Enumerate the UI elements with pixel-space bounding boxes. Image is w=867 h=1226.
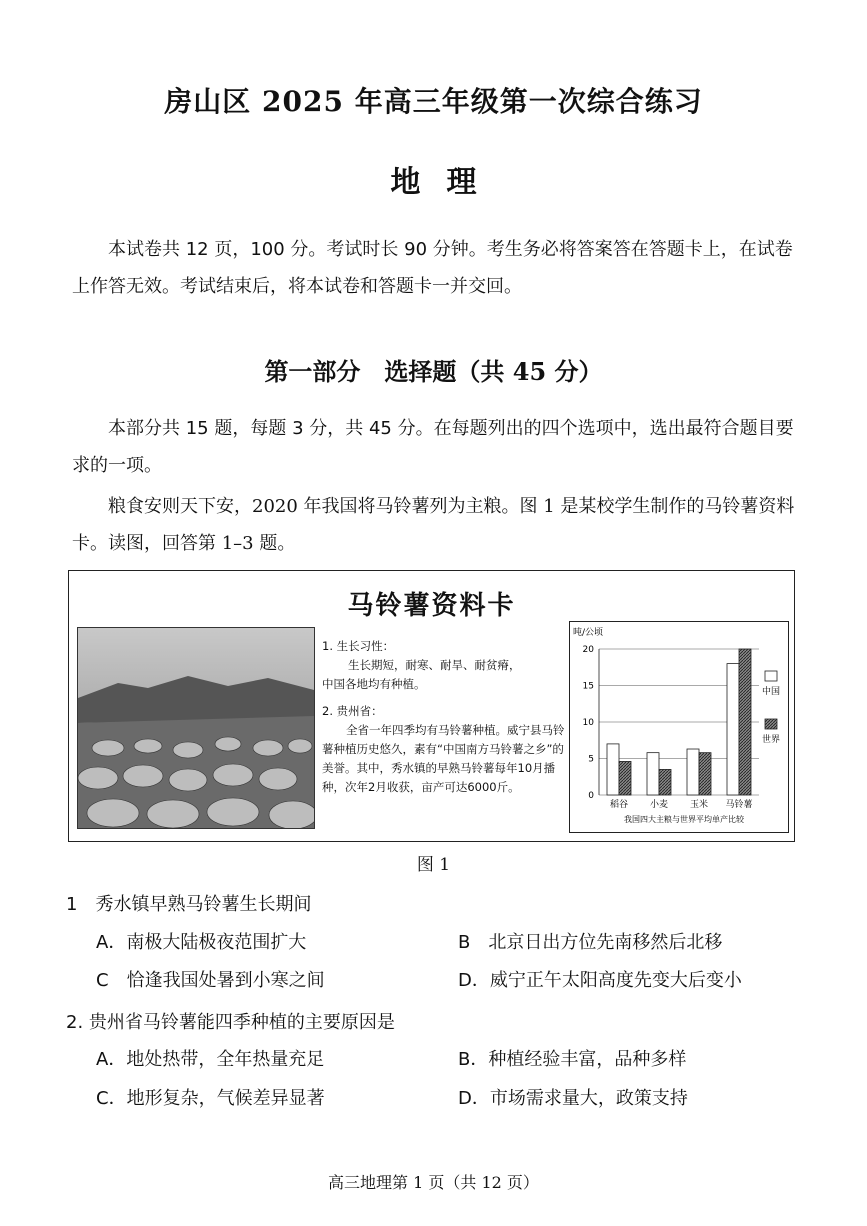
card-title: 马铃薯资料卡	[347, 591, 516, 621]
question-2-stem: 2. 贵州省马铃薯能四季种植的主要原因是	[66, 1012, 395, 1033]
subject-title: 地理	[390, 165, 503, 200]
exam-title: 房山区 2025 年高三年级第一次综合练习	[164, 85, 703, 118]
bar-世界-稻谷	[619, 761, 631, 795]
info-text-1b: 中国各地均有种植。	[322, 677, 426, 691]
legend-label-中国: 中国	[761, 687, 781, 697]
y-axis-label: 吨/公顷	[573, 628, 604, 638]
chart-frame	[570, 622, 789, 833]
bar-世界-小麦	[659, 769, 671, 795]
bar-世界-马铃薯	[739, 649, 751, 795]
y-tick-label: 10	[582, 718, 594, 728]
bar-中国-玉米	[687, 749, 699, 795]
potato-info-card	[68, 570, 795, 842]
x-tick-label: 马铃薯	[725, 800, 753, 810]
y-tick-label: 0	[588, 791, 594, 801]
x-tick-label: 玉米	[689, 800, 709, 810]
y-tick-label: 5	[588, 754, 594, 765]
x-tick-label: 稻谷	[609, 800, 629, 810]
legend-swatch-中国	[765, 671, 777, 681]
question-1-option-d[interactable]: D．威宁正午太阳高度先变大后变小	[458, 970, 742, 991]
question-2-option-c[interactable]: C．地形复杂，气候差异显著	[96, 1088, 325, 1109]
info-heading-1: 1. 生长习性：	[322, 639, 395, 653]
yield-comparison-chart	[569, 621, 789, 833]
info-text-1: 生长期短，耐寒、耐旱、耐贫瘠，	[348, 658, 521, 672]
legend-swatch-世界	[765, 719, 777, 729]
question-1-stem: 1 秀水镇早熟马铃薯生长期间	[66, 894, 312, 915]
potato-field-photo	[77, 627, 315, 829]
question-1-option-b[interactable]: B 北京日出方位先南移然后北移	[458, 932, 723, 953]
exam-instructions: 本试卷共 12 页，100 分。考试时长 90 分钟。考生务必将答案答在答题卡上，在试卷上作答无效。考试结束后，将本试卷和答题卡一并交回。	[72, 239, 793, 297]
bar-世界-玉米	[699, 753, 711, 795]
section-description: 本部分共 15 题，每题 3 分，共 45 分。在每题列出的四个选项中，选出最符合题目要求的一项。	[72, 418, 794, 476]
info-heading-2: 2. 贵州省：	[322, 704, 383, 718]
card-text	[322, 637, 567, 797]
x-axis-label: 我国四大主粮与世界平均单产比较	[624, 815, 744, 824]
y-tick-label: 15	[582, 681, 594, 692]
y-tick-label: 20	[582, 645, 594, 655]
bar-中国-马铃薯	[727, 664, 739, 795]
question-2-option-b[interactable]: B．种植经验丰富，品种多样	[458, 1049, 687, 1070]
info-text-2: 全省一年四季均有马铃薯种植。威宁县马铃薯种植历史悠久，素有“中国南方马铃薯之乡”的美誉。其中，秀水镇的早熟马铃薯每年10月播种，次年2月收获，亩产可达6000斤。	[322, 723, 565, 794]
section-title: 第一部分 选择题（共 45 分）	[264, 357, 603, 386]
page-footer: 高三地理第 1 页（共 12 页）	[328, 1173, 539, 1192]
question-context: 粮食安则天下安，2020 年我国将马铃薯列为主粮。图 1 是某校学生制作的马铃薯资料卡。读图，回答第 1–3 题。	[72, 496, 795, 554]
bar-中国-稻谷	[607, 744, 619, 795]
question-2-option-a[interactable]: A．地处热带，全年热量充足	[96, 1049, 325, 1070]
legend-label-世界: 世界	[761, 735, 781, 745]
question-1-option-a[interactable]: A．南极大陆极夜范围扩大	[96, 932, 307, 953]
figure-caption: 图 1	[416, 855, 451, 875]
bar-中国-小麦	[647, 753, 659, 795]
question-2-option-d[interactable]: D．市场需求量大，政策支持	[458, 1088, 688, 1109]
question-1-option-c[interactable]: C 恰逢我国处暑到小寒之间	[96, 970, 325, 991]
x-tick-label: 小麦	[649, 800, 669, 810]
